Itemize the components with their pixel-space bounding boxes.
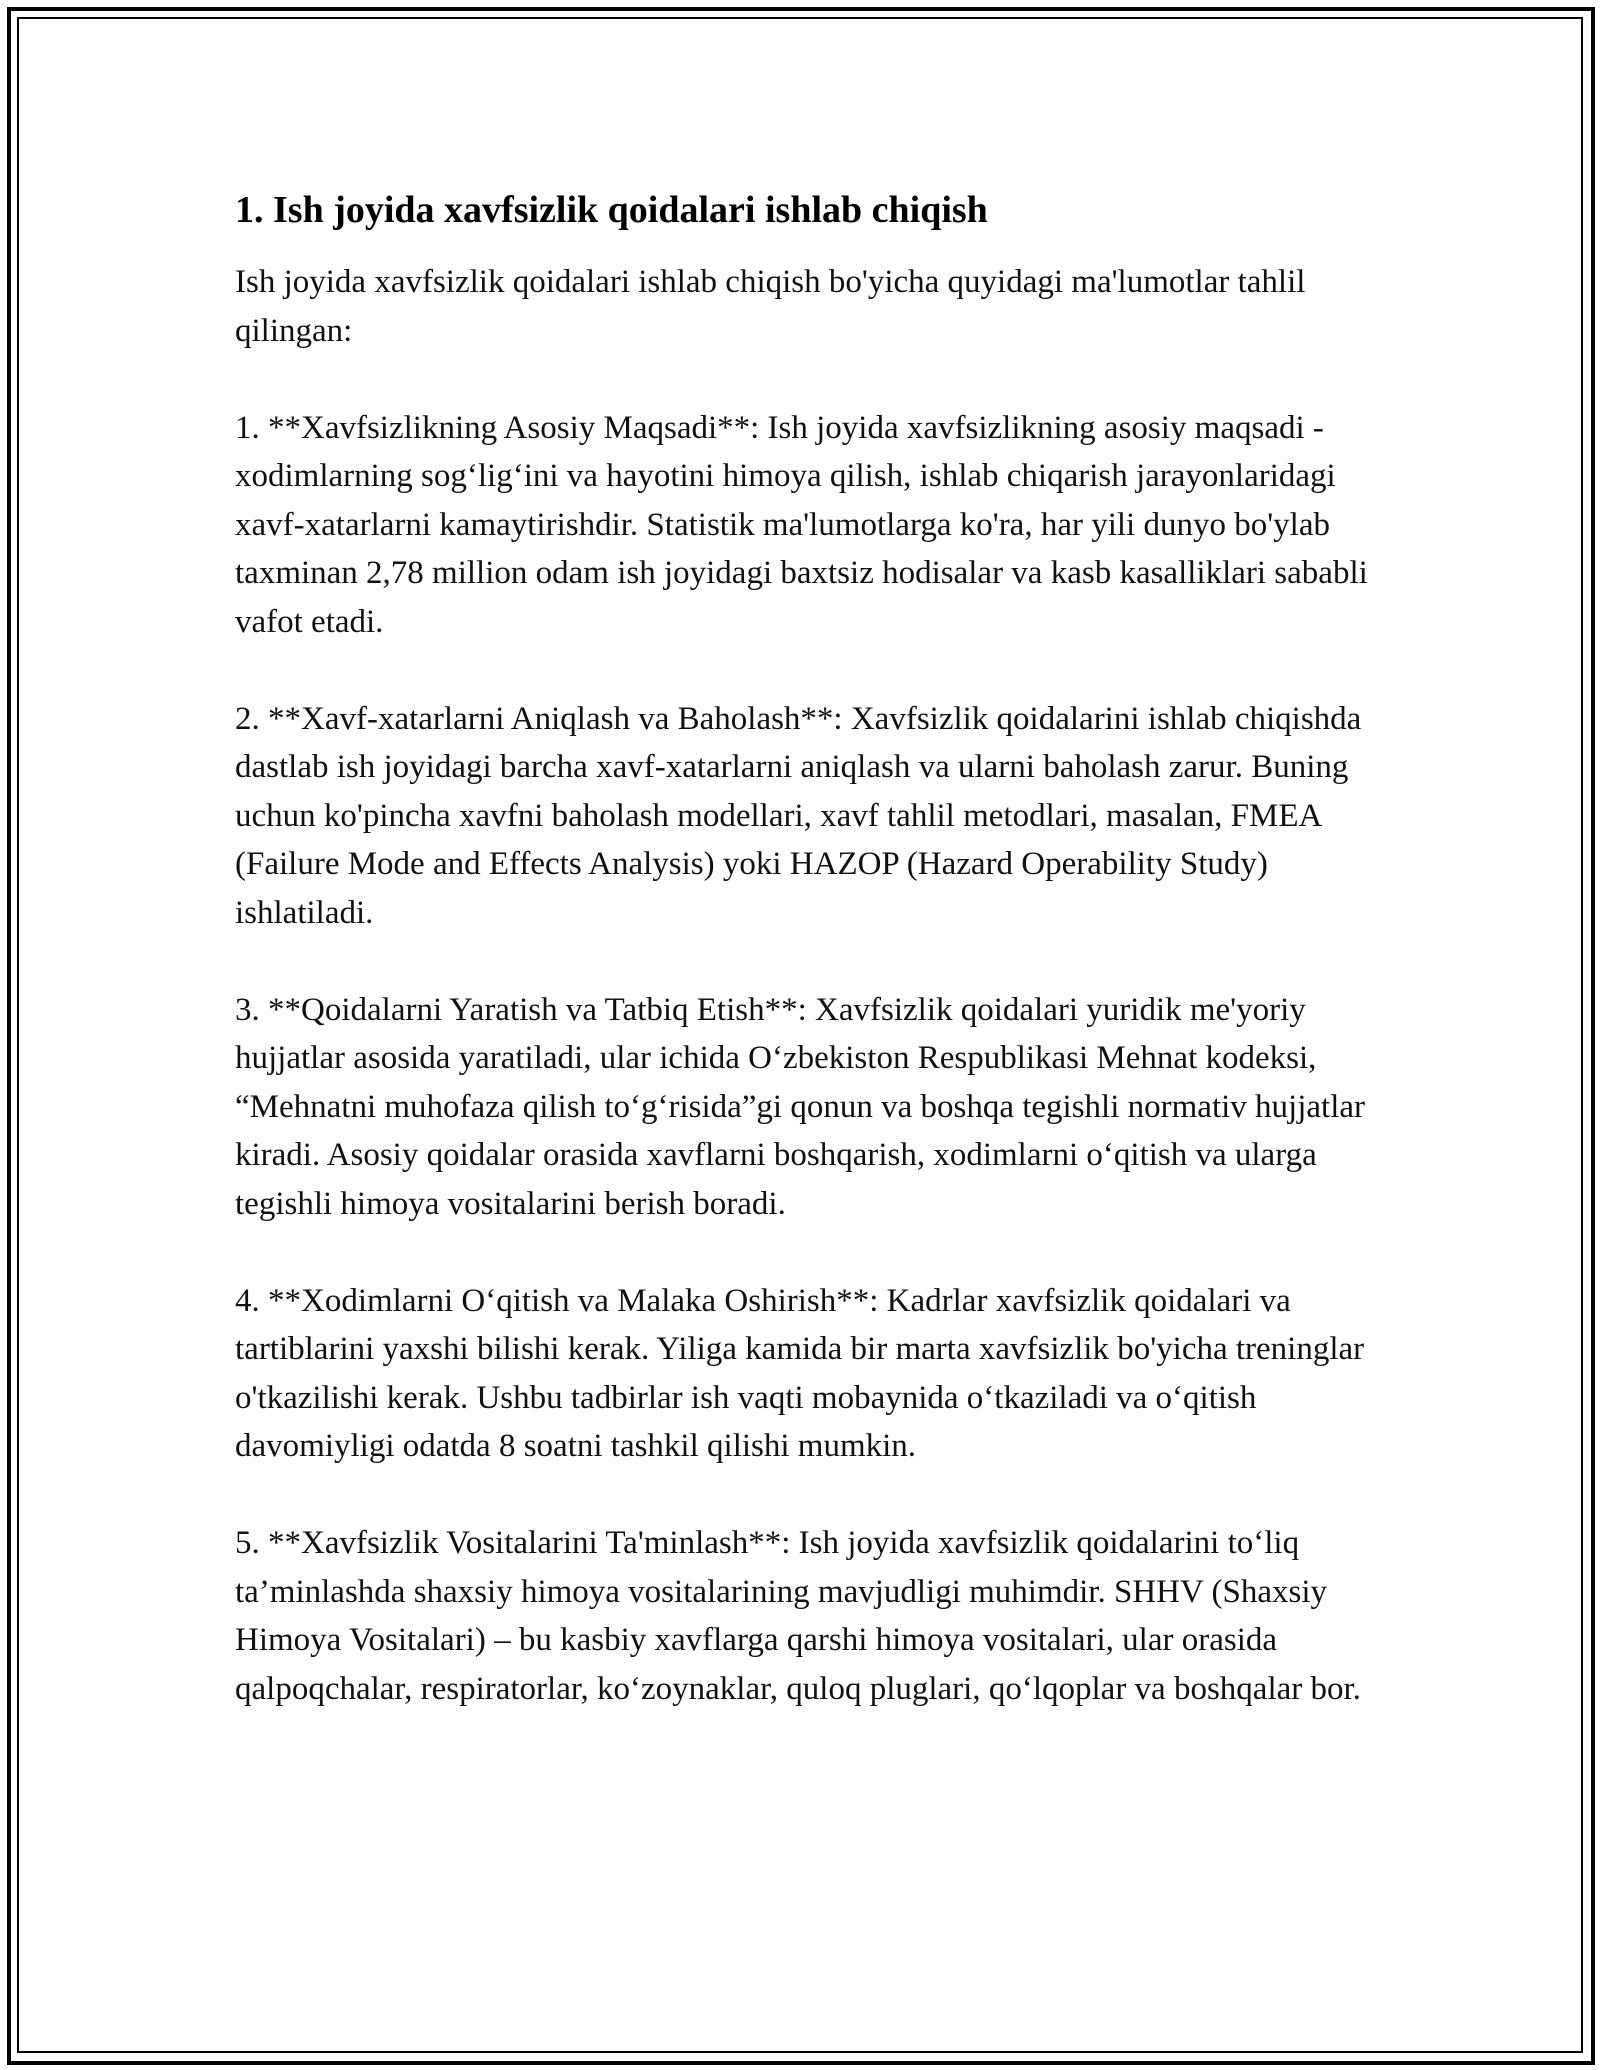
- document-body: [235, 186, 1375, 1713]
- list-item-2: 2. **Xavf-xatarlarni Aniqlash va Baholash**: Xavfsizlik qoidalarini ishlab chiqishda dastlab ish joyidagi barcha xavf-xatarlarni aniqlash va ularni baholash zarur. Buning uchun ko'pincha xavfni baholash modellari, xavf tahlil metodlari, masalan, FMEA (Failure Mode and Effects Analysis) yoki HAZOP (Hazard Operability Study) ishlatiladi.: [235, 700, 1362, 931]
- list-item-4: 4. **Xodimlarni O‘qitish va Malaka Oshirish**: Kadrlar xavfsizlik qoidalari va tartiblarini yaxshi bilishi kerak. Yiliga kamida bir marta xavfsizlik bo'yicha treninglar o'tkazilishi kerak. Ushbu tadbirlar ish vaqti mobaynida o‘tkaziladi va o‘qitish davomiyligi odatda 8 soatni tashkil qilishi mumkin.: [235, 1282, 1365, 1464]
- list-item-1: 1. **Xavfsizlikning Asosiy Maqsadi**: Ish joyida xavfsizlikning asosiy maqsadi - xodimlarning sog‘lig‘ini va hayotini himoya qilish, ishlab chiqarish jarayonlaridagi xavf-xatarlarni kamaytirishdir. Statistik ma'lumotlarga ko'ra, har yili dunyo bo'ylab taxminan 2,78 million odam ish joyidagi baxtsiz hodisalar va kasb kasalliklari sababli vafot etadi.: [235, 409, 1368, 640]
- list-item-3: 3. **Qoidalarni Yaratish va Tatbiq Etish**: Xavfsizlik qoidalari yuridik me'yoriy hujjatlar asosida yaratiladi, ular ichida O‘zbekiston Respublikasi Mehnat kodeksi, “Mehnatni muhofaza qilish to‘g‘risida”gi qonun va boshqa tegishli normativ hujjatlar kiradi. Asosiy qoidalar orasida xavflarni boshqarish, xodimlarni o‘qitish va ularga tegishli himoya vositalarini berish boradi.: [235, 991, 1365, 1222]
- section-heading: 1. Ish joyida xavfsizlik qoidalari ishlab chiqish: [235, 189, 988, 231]
- intro-paragraph: Ish joyida xavfsizlik qoidalari ishlab chiqish bo'yicha quyidagi ma'lumotlar tahlil qilingan:: [235, 264, 1306, 349]
- list-item-5: 5. **Xavfsizlik Vositalarini Ta'minlash**: Ish joyida xavfsizlik qoidalarini to‘liq ta’minlashda shaxsiy himoya vositalarining mavjudligi muhimdir. SHHV (Shaxsiy Himoya Vositalari) – bu kasbiy xavflarga qarshi himoya vositalari, ular orasida qalpoqchalar, respiratorlar, ko‘zoynaklar, quloq pluglari, qo‘lqoplar va boshqalar bor.: [235, 1525, 1361, 1707]
